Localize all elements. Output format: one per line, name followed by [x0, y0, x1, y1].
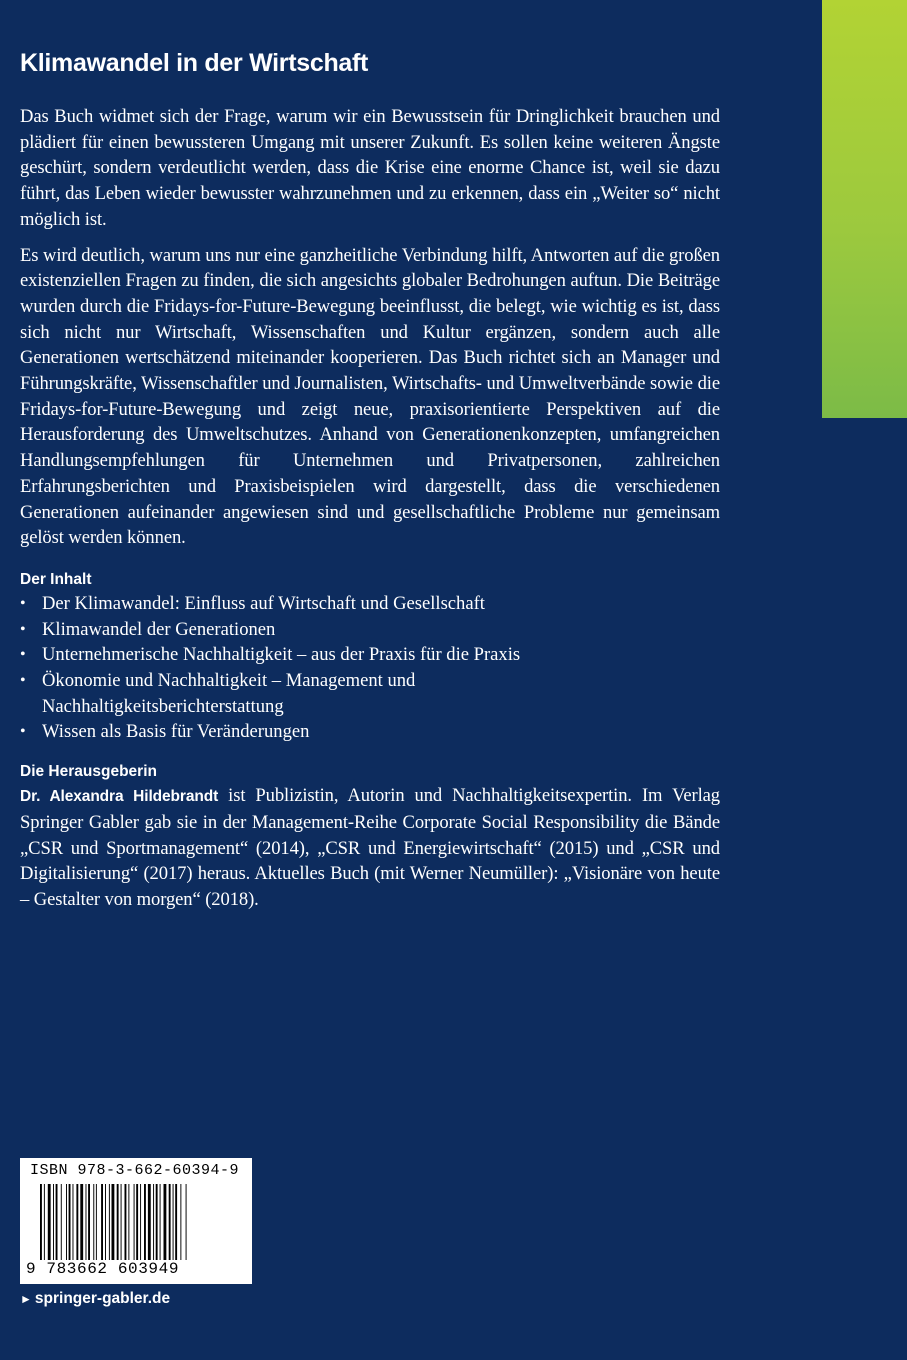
barcode-bar [164, 1184, 167, 1260]
barcode-bar [136, 1184, 138, 1260]
barcode-bar [56, 1184, 58, 1260]
bullet-icon: • [20, 672, 26, 690]
bullet-icon: • [20, 594, 26, 612]
arrow-icon: ► [20, 1292, 32, 1306]
bullet-icon: • [20, 620, 26, 638]
barcode-bar [76, 1184, 78, 1260]
barcode-bar [175, 1184, 177, 1260]
list-item [20, 668, 720, 719]
barcode-bar [173, 1184, 174, 1260]
bullet-icon: • [20, 723, 26, 741]
barcode-bar [128, 1184, 129, 1260]
barcode-bar [134, 1184, 135, 1260]
barcode-bar [93, 1184, 94, 1260]
barcode-bar [180, 1184, 181, 1260]
barcode-bar [156, 1184, 158, 1260]
list-item [20, 642, 720, 668]
list-item [20, 617, 720, 643]
contents-list [20, 591, 720, 745]
bullet-icon: • [20, 646, 26, 664]
barcode-bar [96, 1184, 97, 1260]
isbn-barcode [20, 1158, 252, 1284]
editor-name: Dr. Alexandra Hildebrandt [20, 788, 219, 806]
website-url: springer-gabler.de [34, 1290, 171, 1307]
barcode-bar [80, 1184, 83, 1260]
description-paragraph-1: Das Buch widmet sich der Frage, warum wir ein Bewusstsein für Dringlichkeit brauchen und plädiert für einen bewussteren Umgang mit unserer Zukunft. Es sollen keine weiteren Ängste geschürt, sondern verdeutlicht werden, dass die Krise eine enorme Chance ist, weil sie dazu führt, das Leben wieder bewusster wahrzunehmen und zu erkennen, dass ein „Weiter so“ nicht möglich ist. [20, 106, 720, 230]
list-item-text: Ökonomie und Nachhaltigkeit – Management und Nachhaltigkeitsberichterstattung [42, 670, 416, 717]
list-item-text: Unternehmerische Nachhaltigkeit – aus der Praxis für die Praxis [42, 644, 521, 666]
barcode-bar [101, 1184, 103, 1260]
barcode-bar [53, 1184, 54, 1260]
list-item [20, 591, 720, 617]
barcode-bar [148, 1184, 151, 1260]
barcode-bar [48, 1184, 51, 1260]
barcode-bar [186, 1184, 187, 1260]
barcode-digits: 9 783662 603949 [26, 1260, 180, 1278]
list-item [20, 719, 720, 745]
barcode-bar [86, 1184, 87, 1260]
list-item-text: Wissen als Basis für Veränderungen [42, 721, 310, 743]
barcode-bar [117, 1184, 119, 1260]
editor-heading: Die Herausgeberin [20, 763, 157, 781]
barcode-bar [121, 1184, 122, 1260]
list-item-text: Klimawandel der Generationen [42, 618, 276, 640]
barcode-bar [153, 1184, 154, 1260]
green-accent-bar [822, 0, 907, 418]
barcode-bar [88, 1184, 90, 1260]
barcode-bar [109, 1184, 110, 1260]
barcode-bar [44, 1184, 45, 1260]
barcode-bar [112, 1184, 115, 1260]
barcode-bar [73, 1184, 74, 1260]
barcode-bar [40, 1184, 42, 1260]
barcode-bar [105, 1184, 106, 1260]
barcode-bars [40, 1184, 236, 1260]
editor-bio-text: ist Publizistin, Autorin und Nachhaltigkeitsexpertin. Im Verlag Springer Gabler gab sie in der Management-Reihe Corporate Social Responsibility die Bände „CSR und Sportmanagement“ (2014), „CSR und Energiewirtschaft“ (2015) und „CSR und Digitalisierung“ (2017) heraus. Aktuelles Buch (mit Werner Neumüller): „Visionäre von heute – Gestalter von morgen“ (2018). [20, 785, 721, 910]
barcode-bar [61, 1184, 62, 1260]
barcode-bar [66, 1184, 67, 1260]
barcode-bar [160, 1184, 161, 1260]
barcode-bar [169, 1184, 171, 1260]
book-title: Klimawandel in der Wirtschaft [20, 49, 369, 77]
back-cover-content [20, 46, 720, 913]
editor-bio [20, 783, 720, 913]
contents-heading: Der Inhalt [20, 570, 92, 588]
description-paragraph-2: Es wird deutlich, warum uns nur eine ganzheitliche Verbindung hilft, Antworten auf die großen existenziellen Fragen zu finden, die sich angesichts globaler Bedrohungen auftun. Die Beiträge wurden durch die Fridays-for-Future-Bewegung beeinflusst, die belegt, wie wichtig es ist, dass sich nicht nur Wirtschaft, Wissenschaften und Kultur ergänzen, sondern auch alle Generationen wertschätzend miteinander kooperieren. Das Buch richtet sich an Manager und Führungskräfte, Wissenschaftler und Journalisten, Wirtschafts- und Umweltverbände sowie die Fridays-for-Future-Bewegung und zeigt neue, praxisorientierte Perspektiven auf die Herausforderung des Umweltschutzes. Anhand von Generationenkonzepten, umfangreichen Handlungsempfehlungen für Unternehmen und Privatpersonen, zahlreichen Erfahrungsberichten und Praxisbeispielen wird dargestellt, dass die verschiedenen Generationen aufeinander angewiesen sind und gesellschaftliche Probleme nur gemeinsam gelöst werden können. [20, 244, 720, 549]
isbn-label: ISBN 978-3-662-60394-9 [30, 1162, 240, 1179]
barcode-bar [69, 1184, 71, 1260]
barcode-bar [125, 1184, 127, 1260]
barcode-bar [144, 1184, 146, 1260]
barcode-bar [140, 1184, 141, 1260]
publisher-website[interactable] [20, 1290, 170, 1308]
list-item-text: Der Klimawandel: Einfluss auf Wirtschaft und Gesellschaft [42, 592, 485, 614]
